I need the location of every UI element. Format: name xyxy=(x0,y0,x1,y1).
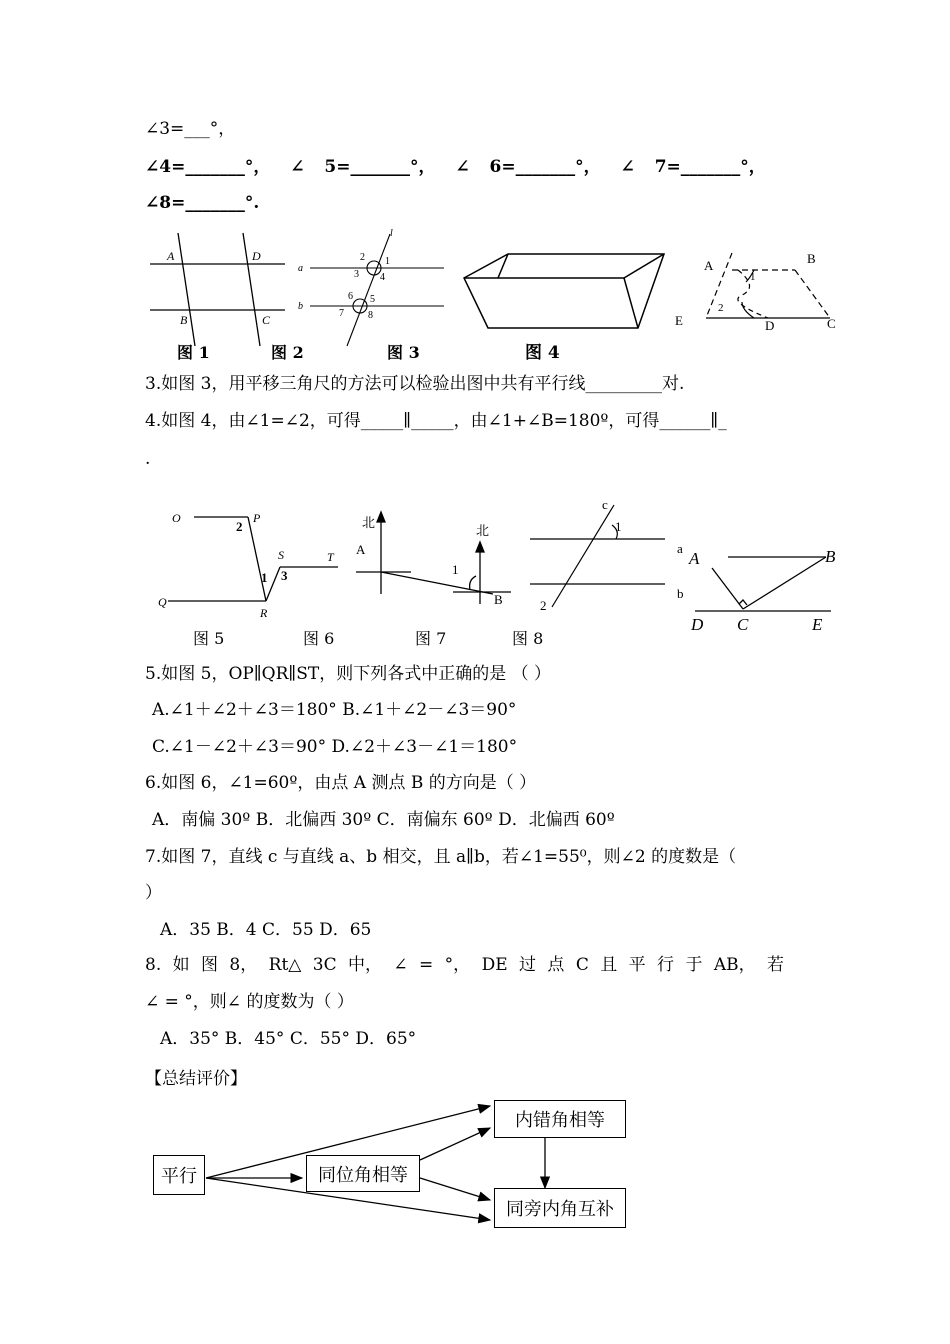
figure-6 xyxy=(348,506,518,611)
fig4-label-e: E xyxy=(675,313,683,328)
fig7-caption: 图 7 xyxy=(415,629,447,648)
fig5-caption: 图 5 xyxy=(193,629,225,648)
fig2-label-7: 7 xyxy=(339,308,344,319)
fig2-label-b: b xyxy=(298,301,303,312)
fig8-label-c: C xyxy=(737,615,749,634)
fig7-label-c: c xyxy=(602,497,608,512)
fig8-label-b: B xyxy=(825,547,836,566)
fig8-label-e: E xyxy=(812,615,823,634)
summary-corresponding-box: 同位角相等 xyxy=(306,1155,420,1192)
question-7-close: ） xyxy=(145,883,162,903)
question-7: 7.如图 7，直线 c 与直线 a、b 相交，且 a∥b，若∠1=55⁰，则∠2 的度数是（ xyxy=(145,847,737,867)
question-8-b: ∠ = °，则∠ 的度数为（ ） xyxy=(145,992,354,1012)
fig6-label-a: A xyxy=(356,542,366,557)
fig6-label-north-b: 北 xyxy=(476,523,490,538)
fig2-label-6: 6 xyxy=(348,291,353,302)
figure-1 xyxy=(145,228,290,353)
question-6-options: A．南偏 30º B．北偏西 30º C．南偏东 60º D．北偏西 60º xyxy=(152,810,615,830)
fig6-label-1: 1 xyxy=(452,562,459,577)
fig7-label-1: 1 xyxy=(615,519,622,534)
fig7-label-b: b xyxy=(677,586,684,601)
fig5-label-3: 3 xyxy=(281,568,288,583)
fig7-label-a: a xyxy=(677,541,683,556)
fig4-label-1: 1 xyxy=(750,271,756,283)
question-3: 3.如图 3，用平移三角尺的方法可以检验出图中共有平行线_________对. xyxy=(145,374,685,394)
fig2-label-a: a xyxy=(298,263,303,274)
angles4to7-line: ∠4=_______°， ∠ 5=_______°， ∠ 6=_______°， ∠ 7=_______°， xyxy=(145,157,766,177)
figure-2 xyxy=(292,226,452,351)
fig8-caption: 图 8 xyxy=(512,629,544,648)
fig4-label-a: A xyxy=(704,258,714,273)
fig5-label-p: P xyxy=(253,511,261,525)
question-5-options-ab: A.∠1＋∠2＋∠3＝180° B.∠1＋∠2－∠3＝90° xyxy=(152,700,517,720)
summary-parallel-box: 平行 xyxy=(153,1155,205,1195)
fig5-label-q: Q xyxy=(158,595,167,609)
question-5-options-cd: C.∠1－∠2＋∠3＝90° D.∠2＋∠3－∠1＝180° xyxy=(152,737,518,757)
angle3-line: ∠3=___°， xyxy=(145,119,236,139)
question-6: 6.如图 6，∠1=60º，由点 A 测点 B 的方向是（ ） xyxy=(145,773,537,793)
figure-4 xyxy=(670,248,850,338)
summary-co-interior-box: 同旁内角互补 xyxy=(494,1188,626,1228)
question-8-options: A．35° B．45° C．55° D．65° xyxy=(160,1029,417,1049)
question-8: 8. 如 图 8， Rt△ 3C 中， ∠ = °， DE 过 点 C 且 平 行 于 AB， 若 xyxy=(145,955,785,975)
fig1-label-a: A xyxy=(167,249,175,263)
angle8-line: ∠8=_______°. xyxy=(145,193,260,213)
question-5: 5.如图 5，OP∥QR∥ST，则下列各式中正确的是 （ ） xyxy=(145,664,552,684)
fig5-label-2: 2 xyxy=(236,519,243,534)
fig1-caption: 图 1 xyxy=(177,343,210,362)
fig4-label-b: B xyxy=(807,251,816,266)
question-4: 4.如图 4，由∠1=∠2，可得_____∥_____，由∠1+∠B=180º，可得______∥_ xyxy=(145,411,727,431)
fig5-label-1: 1 xyxy=(261,570,268,585)
fig1-label-b: B xyxy=(180,313,188,327)
fig2-label-1: 1 xyxy=(385,256,390,267)
figure-5 xyxy=(150,500,345,625)
fig4-label-d: D xyxy=(765,318,775,333)
fig6-caption: 图 6 xyxy=(303,629,335,648)
figure-7 xyxy=(520,497,695,617)
fig2-label-8: 8 xyxy=(368,310,373,321)
fig8-label-a: A xyxy=(689,549,700,568)
fig1-label-d: D xyxy=(252,249,261,263)
fig4-label-c: C xyxy=(827,316,836,331)
question-7-options: A．35 B．4 C．55 D．65 xyxy=(160,920,372,940)
figure-8 xyxy=(683,540,848,640)
fig1-label-c: C xyxy=(262,313,271,327)
fig7-label-2: 2 xyxy=(540,598,547,613)
fig4-caption: 图 4 xyxy=(525,343,560,363)
fig2-label-3: 3 xyxy=(354,269,359,280)
fig8-label-d: D xyxy=(691,615,704,634)
fig5-label-s: S xyxy=(278,548,284,562)
fig2-label-5: 5 xyxy=(370,294,375,305)
fig2-caption: 图 2 xyxy=(271,343,304,362)
summary-title: 【总结评价】 xyxy=(145,1069,247,1089)
question-4-dot: . xyxy=(145,449,151,469)
fig5-label-r: R xyxy=(260,606,268,620)
fig6-label-b: B xyxy=(494,592,503,607)
fig2-label-4: 4 xyxy=(380,272,385,283)
fig5-label-t: T xyxy=(327,550,334,564)
fig3-caption: 图 3 xyxy=(387,343,420,362)
fig6-label-north-a: 北 xyxy=(362,515,376,530)
fig5-label-o: O xyxy=(172,511,181,525)
fig4-label-2: 2 xyxy=(718,302,724,314)
fig2-label-l: l xyxy=(390,228,393,239)
fig2-label-2: 2 xyxy=(360,252,365,263)
summary-alternate-box: 内错角相等 xyxy=(494,1100,626,1138)
figure-3 xyxy=(458,246,668,336)
